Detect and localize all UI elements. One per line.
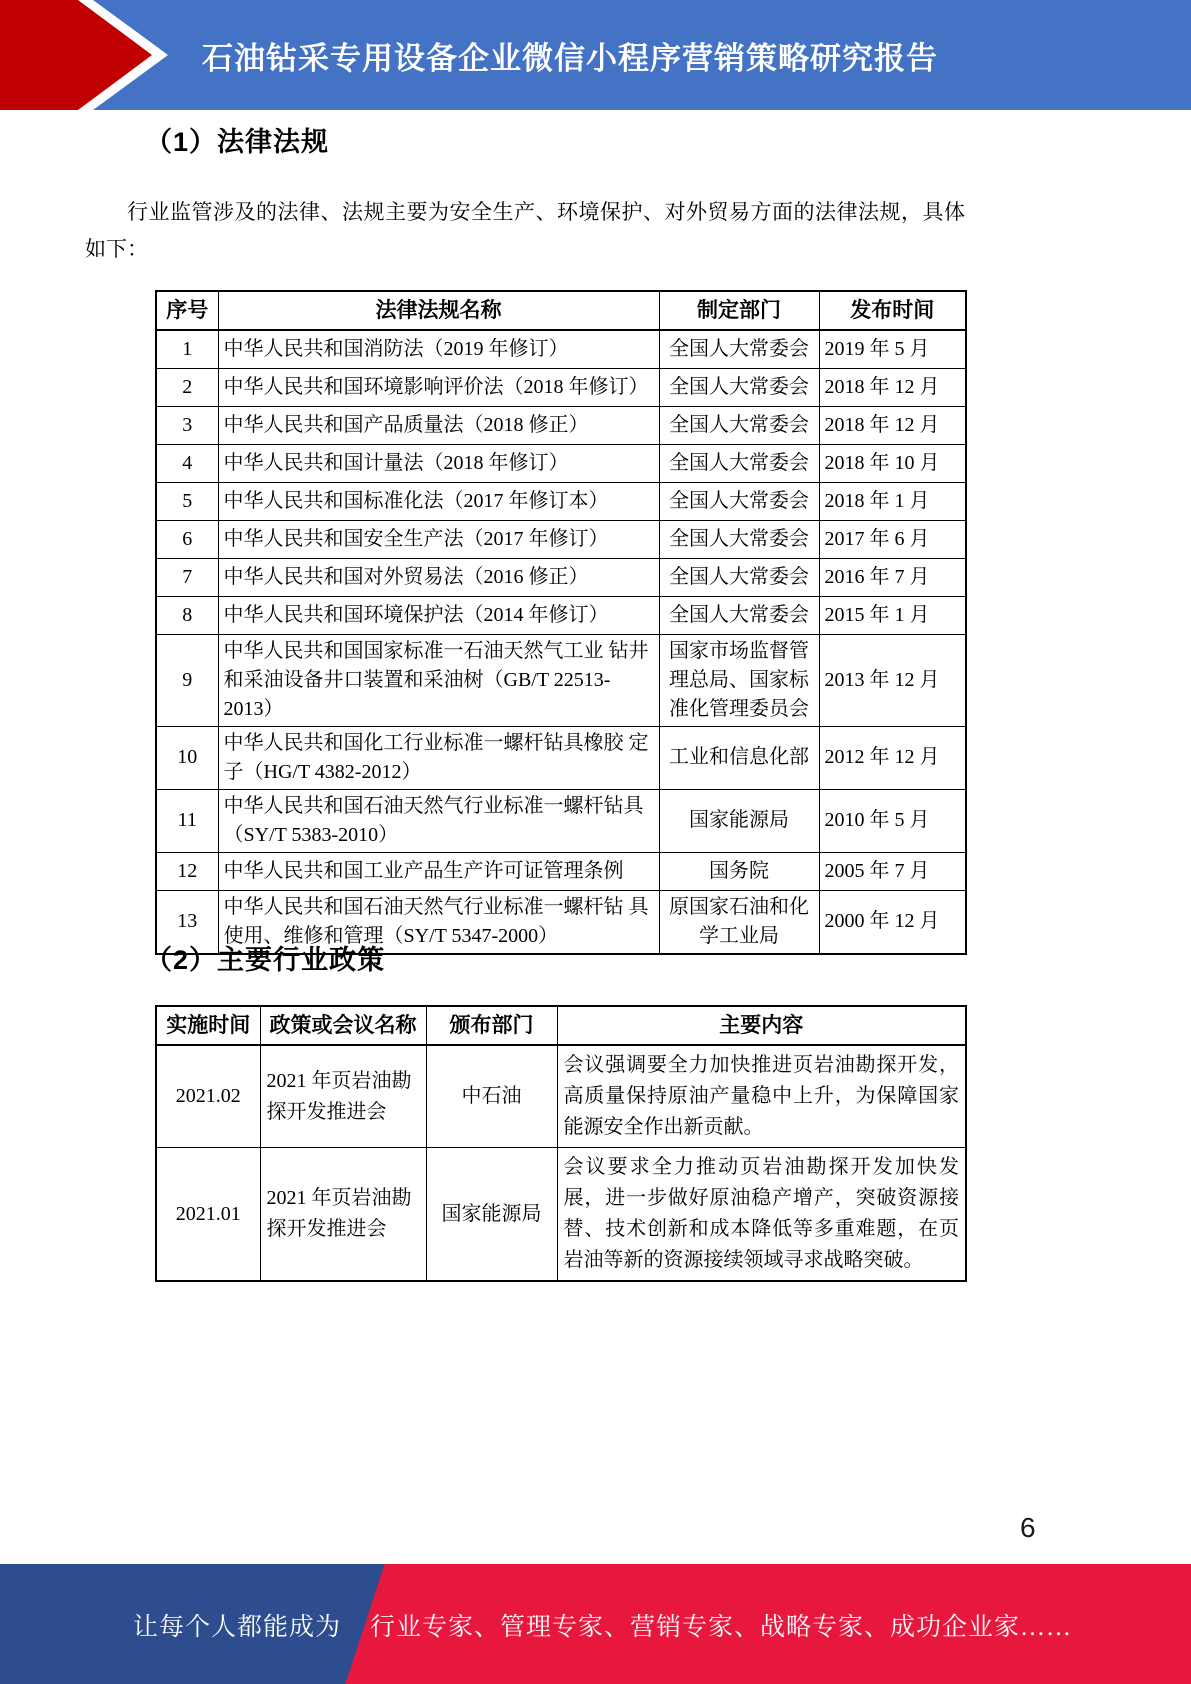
table-cell: 2000 年 12 月 bbox=[819, 890, 966, 954]
table-cell: 中华人民共和国计量法（2018 年修订） bbox=[218, 444, 659, 482]
table-cell: 全国人大常委会 bbox=[659, 444, 819, 482]
column-header: 制定部门 bbox=[659, 291, 819, 330]
table-row bbox=[156, 1045, 966, 1148]
table-cell: 中华人民共和国产品质量法（2018 修正） bbox=[218, 406, 659, 444]
table-row bbox=[156, 520, 966, 558]
report-title: 石油钻采专用设备企业微信小程序营销策略研究报告 bbox=[202, 40, 938, 76]
table-cell: 10 bbox=[156, 726, 218, 789]
chevron-right-icon bbox=[0, 0, 170, 110]
table-cell: 2021 年页岩油勘探开发推进会 bbox=[260, 1148, 426, 1282]
table-cell: 中华人民共和国环境影响评价法（2018 年修订） bbox=[218, 368, 659, 406]
table-cell: 国务院 bbox=[659, 852, 819, 890]
laws-regulations-table bbox=[155, 290, 967, 955]
table-row bbox=[156, 634, 966, 726]
table-cell: 11 bbox=[156, 789, 218, 852]
section-heading-policies: （2）主要行业政策 bbox=[145, 945, 386, 975]
header-banner bbox=[0, 0, 1191, 110]
table-cell: 9 bbox=[156, 634, 218, 726]
table-cell: 6 bbox=[156, 520, 218, 558]
table-row bbox=[156, 852, 966, 890]
table-cell: 2021 年页岩油勘探开发推进会 bbox=[260, 1045, 426, 1148]
table-cell: 2005 年 7 月 bbox=[819, 852, 966, 890]
table-cell: 工业和信息化部 bbox=[659, 726, 819, 789]
table-cell: 2016 年 7 月 bbox=[819, 558, 966, 596]
table-cell: 中华人民共和国国家标准一石油天然气工业 钻井和采油设备井口装置和采油树（GB/T 22513-2013） bbox=[218, 634, 659, 726]
table-cell: 8 bbox=[156, 596, 218, 634]
footer-slogan-right: 行业专家、管理专家、营销专家、战略专家、成功企业家…… bbox=[370, 1614, 1073, 1641]
table-cell: 中华人民共和国标准化法（2017 年修订本） bbox=[218, 482, 659, 520]
column-header: 政策或会议名称 bbox=[260, 1006, 426, 1045]
table-row bbox=[156, 368, 966, 406]
table-cell: 会议强调要全力加快推进页岩油勘探开发， 高质量保持原油产量稳中上升，为保障国家 能源安全作出新贡献。 bbox=[557, 1045, 966, 1148]
table-header-row bbox=[156, 1006, 966, 1045]
table-cell: 4 bbox=[156, 444, 218, 482]
table-row bbox=[156, 558, 966, 596]
page-number: 6 bbox=[1020, 1512, 1036, 1543]
table-cell: 2021.02 bbox=[156, 1045, 260, 1148]
table-cell: 5 bbox=[156, 482, 218, 520]
table-cell: 2019 年 5 月 bbox=[819, 330, 966, 368]
table-cell: 2021.01 bbox=[156, 1148, 260, 1282]
table-cell: 原国家石油和化学工业局 bbox=[659, 890, 819, 954]
table-row bbox=[156, 444, 966, 482]
table-cell: 中华人民共和国环境保护法（2014 年修订） bbox=[218, 596, 659, 634]
table-cell: 中华人民共和国石油天然气行业标准一螺杆钻 具使用、维修和管理（SY/T 5347-2000） bbox=[218, 890, 659, 954]
section-heading-legal: （1）法律法规 bbox=[145, 127, 330, 157]
column-header: 主要内容 bbox=[557, 1006, 966, 1045]
table-row bbox=[156, 406, 966, 444]
table-cell: 全国人大常委会 bbox=[659, 482, 819, 520]
table-cell: 中华人民共和国化工行业标准一螺杆钻具橡胶 定子（HG/T 4382-2012） bbox=[218, 726, 659, 789]
table-cell: 国家市场监督管理总局、国家标准化管理委员会 bbox=[659, 634, 819, 726]
table-cell: 全国人大常委会 bbox=[659, 596, 819, 634]
table-cell: 13 bbox=[156, 890, 218, 954]
table-cell: 全国人大常委会 bbox=[659, 406, 819, 444]
table-header-row bbox=[156, 291, 966, 330]
column-header: 颁布部门 bbox=[426, 1006, 557, 1045]
table-cell: 2017 年 6 月 bbox=[819, 520, 966, 558]
table-row bbox=[156, 1148, 966, 1282]
table-cell: 全国人大常委会 bbox=[659, 558, 819, 596]
table-cell: 7 bbox=[156, 558, 218, 596]
table-cell: 全国人大常委会 bbox=[659, 520, 819, 558]
table-cell: 2010 年 5 月 bbox=[819, 789, 966, 852]
table-cell: 中华人民共和国工业产品生产许可证管理条例 bbox=[218, 852, 659, 890]
table-cell: 国家能源局 bbox=[426, 1148, 557, 1282]
column-header: 发布时间 bbox=[819, 291, 966, 330]
table-row bbox=[156, 789, 966, 852]
footer-slogan-left: 让每个人都能成为 bbox=[133, 1614, 342, 1641]
table-cell: 全国人大常委会 bbox=[659, 330, 819, 368]
table-cell: 中华人民共和国石油天然气行业标准一螺杆钻具（SY/T 5383-2010） bbox=[218, 789, 659, 852]
table-cell: 2018 年 1 月 bbox=[819, 482, 966, 520]
table-cell: 12 bbox=[156, 852, 218, 890]
industry-policies-table bbox=[155, 1005, 967, 1282]
table-cell: 中华人民共和国安全生产法（2017 年修订） bbox=[218, 520, 659, 558]
table-cell: 2015 年 1 月 bbox=[819, 596, 966, 634]
table-cell: 中石油 bbox=[426, 1045, 557, 1148]
table-cell: 2018 年 12 月 bbox=[819, 406, 966, 444]
table-cell: 中华人民共和国对外贸易法（2016 修正） bbox=[218, 558, 659, 596]
column-header: 法律法规名称 bbox=[218, 291, 659, 330]
table-cell: 会议要求全力推动页岩油勘探开发加快发 展，进一步做好原油稳产增产，突破资源接 替、技术创新和成本降低等多重难题，在页 岩油等新的资源接续领域寻求战略突破。 bbox=[557, 1148, 966, 1282]
table-cell: 3 bbox=[156, 406, 218, 444]
table-cell: 中华人民共和国消防法（2019 年修订） bbox=[218, 330, 659, 368]
column-header: 实施时间 bbox=[156, 1006, 260, 1045]
table-row bbox=[156, 596, 966, 634]
table-cell: 1 bbox=[156, 330, 218, 368]
intro-paragraph: 行业监管涉及的法律、法规主要为安全生产、环境保护、对外贸易方面的法律法规，具体如下： bbox=[85, 200, 965, 261]
table-row bbox=[156, 726, 966, 789]
table-cell: 全国人大常委会 bbox=[659, 368, 819, 406]
table-cell: 2 bbox=[156, 368, 218, 406]
table-cell: 2013 年 12 月 bbox=[819, 634, 966, 726]
table-cell: 2018 年 10 月 bbox=[819, 444, 966, 482]
table-cell: 2012 年 12 月 bbox=[819, 726, 966, 789]
table-cell: 国家能源局 bbox=[659, 789, 819, 852]
table-cell: 2018 年 12 月 bbox=[819, 368, 966, 406]
table-row bbox=[156, 330, 966, 368]
footer-banner bbox=[0, 1564, 1191, 1684]
table-row bbox=[156, 482, 966, 520]
column-header: 序号 bbox=[156, 291, 218, 330]
